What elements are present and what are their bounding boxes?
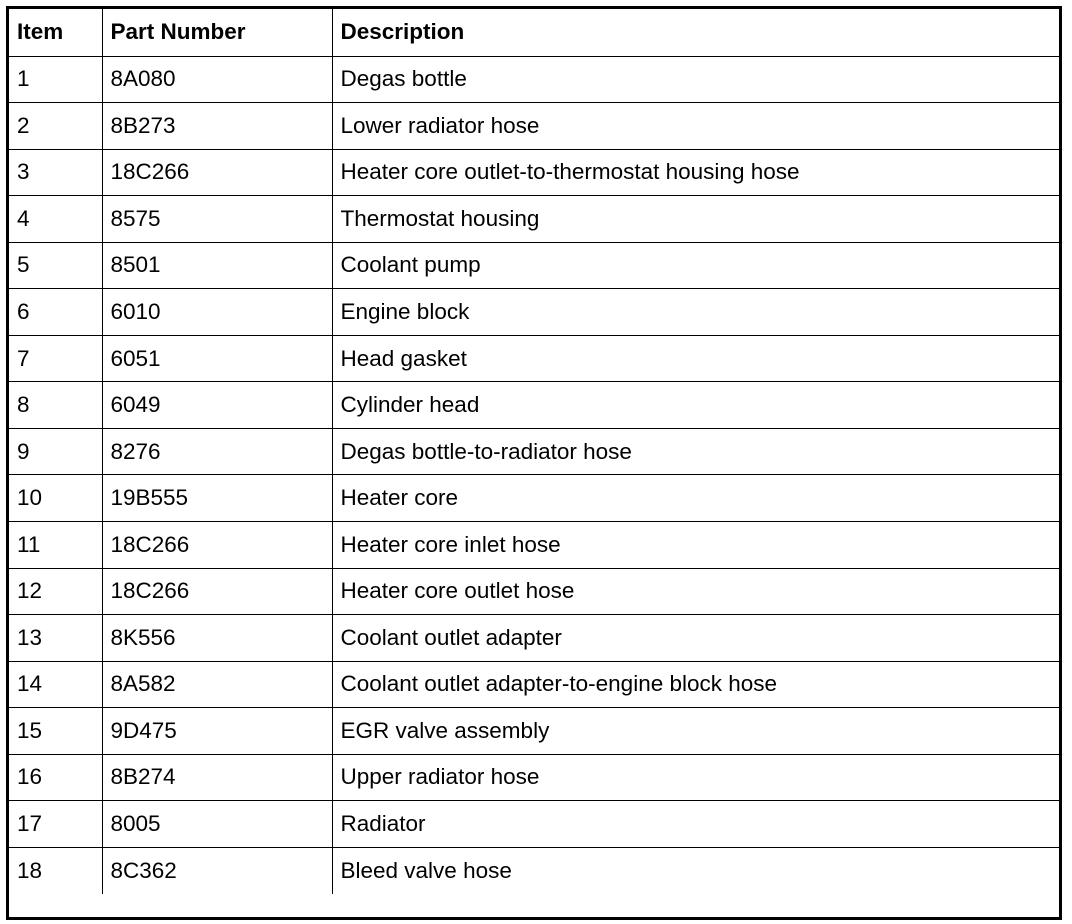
description-cell: Cylinder head	[332, 382, 1059, 429]
part-number-cell: 9D475	[102, 708, 332, 755]
table-row	[9, 382, 1059, 429]
part-number-cell: 18C266	[102, 568, 332, 615]
part-number-cell: 6049	[102, 382, 332, 429]
item-cell: 4	[9, 196, 102, 243]
header-row	[9, 9, 1059, 56]
table-row	[9, 661, 1059, 708]
description-cell: Degas bottle	[332, 56, 1059, 103]
item-cell: 1	[9, 56, 102, 103]
item-cell: 13	[9, 615, 102, 662]
description-cell: Head gasket	[332, 335, 1059, 382]
item-cell: 2	[9, 103, 102, 150]
description-cell: Degas bottle-to-radiator hose	[332, 428, 1059, 475]
item-cell: 6	[9, 289, 102, 336]
part-number-cell: 6051	[102, 335, 332, 382]
table-row	[9, 335, 1059, 382]
item-cell: 7	[9, 335, 102, 382]
description-cell: Bleed valve hose	[332, 847, 1059, 894]
item-cell: 16	[9, 754, 102, 801]
item-cell: 8	[9, 382, 102, 429]
table-row	[9, 708, 1059, 755]
table-header	[9, 9, 1059, 56]
header-part-number: Part Number	[102, 9, 332, 56]
item-cell: 17	[9, 801, 102, 848]
item-cell: 12	[9, 568, 102, 615]
table-row	[9, 754, 1059, 801]
parts-table	[9, 9, 1059, 894]
part-number-cell: 18C266	[102, 149, 332, 196]
item-cell: 5	[9, 242, 102, 289]
description-cell: Heater core	[332, 475, 1059, 522]
table-row	[9, 428, 1059, 475]
part-number-cell: 8A582	[102, 661, 332, 708]
part-number-cell: 8575	[102, 196, 332, 243]
item-cell: 11	[9, 521, 102, 568]
description-cell: Radiator	[332, 801, 1059, 848]
table-row	[9, 568, 1059, 615]
part-number-cell: 6010	[102, 289, 332, 336]
table-row	[9, 242, 1059, 289]
parts-table-frame	[6, 6, 1062, 920]
description-cell: EGR valve assembly	[332, 708, 1059, 755]
part-number-cell: 8B273	[102, 103, 332, 150]
description-cell: Engine block	[332, 289, 1059, 336]
table-body	[9, 56, 1059, 894]
part-number-cell: 8A080	[102, 56, 332, 103]
part-number-cell: 8K556	[102, 615, 332, 662]
description-cell: Heater core outlet-to-thermostat housing hose	[332, 149, 1059, 196]
description-cell: Thermostat housing	[332, 196, 1059, 243]
header-item: Item	[17, 19, 64, 45]
item-cell: 18	[9, 847, 102, 894]
item-cell: 9	[9, 428, 102, 475]
table-row	[9, 801, 1059, 848]
description-cell: Coolant pump	[332, 242, 1059, 289]
part-number-cell: 8501	[102, 242, 332, 289]
part-number-cell: 8B274	[102, 754, 332, 801]
table-row	[9, 475, 1059, 522]
item-cell: 14	[9, 661, 102, 708]
item-cell: 3	[9, 149, 102, 196]
table-row	[9, 103, 1059, 150]
table-row	[9, 615, 1059, 662]
table-row	[9, 847, 1059, 894]
part-number-cell: 8C362	[102, 847, 332, 894]
description-cell: Coolant outlet adapter-to-engine block hose	[332, 661, 1059, 708]
description-cell: Heater core outlet hose	[332, 568, 1059, 615]
table-row	[9, 196, 1059, 243]
item-cell: 10	[9, 475, 102, 522]
table-row	[9, 289, 1059, 336]
table-row	[9, 149, 1059, 196]
table-row	[9, 56, 1059, 103]
description-cell: Heater core inlet hose	[332, 521, 1059, 568]
part-number-cell: 8005	[102, 801, 332, 848]
part-number-cell: 8276	[102, 428, 332, 475]
part-number-cell: 19B555	[102, 475, 332, 522]
header-description: Description	[332, 9, 1059, 56]
table-row	[9, 521, 1059, 568]
part-number-cell: 18C266	[102, 521, 332, 568]
description-cell: Coolant outlet adapter	[332, 615, 1059, 662]
description-cell: Lower radiator hose	[332, 103, 1059, 150]
item-cell: 15	[9, 708, 102, 755]
description-cell: Upper radiator hose	[332, 754, 1059, 801]
